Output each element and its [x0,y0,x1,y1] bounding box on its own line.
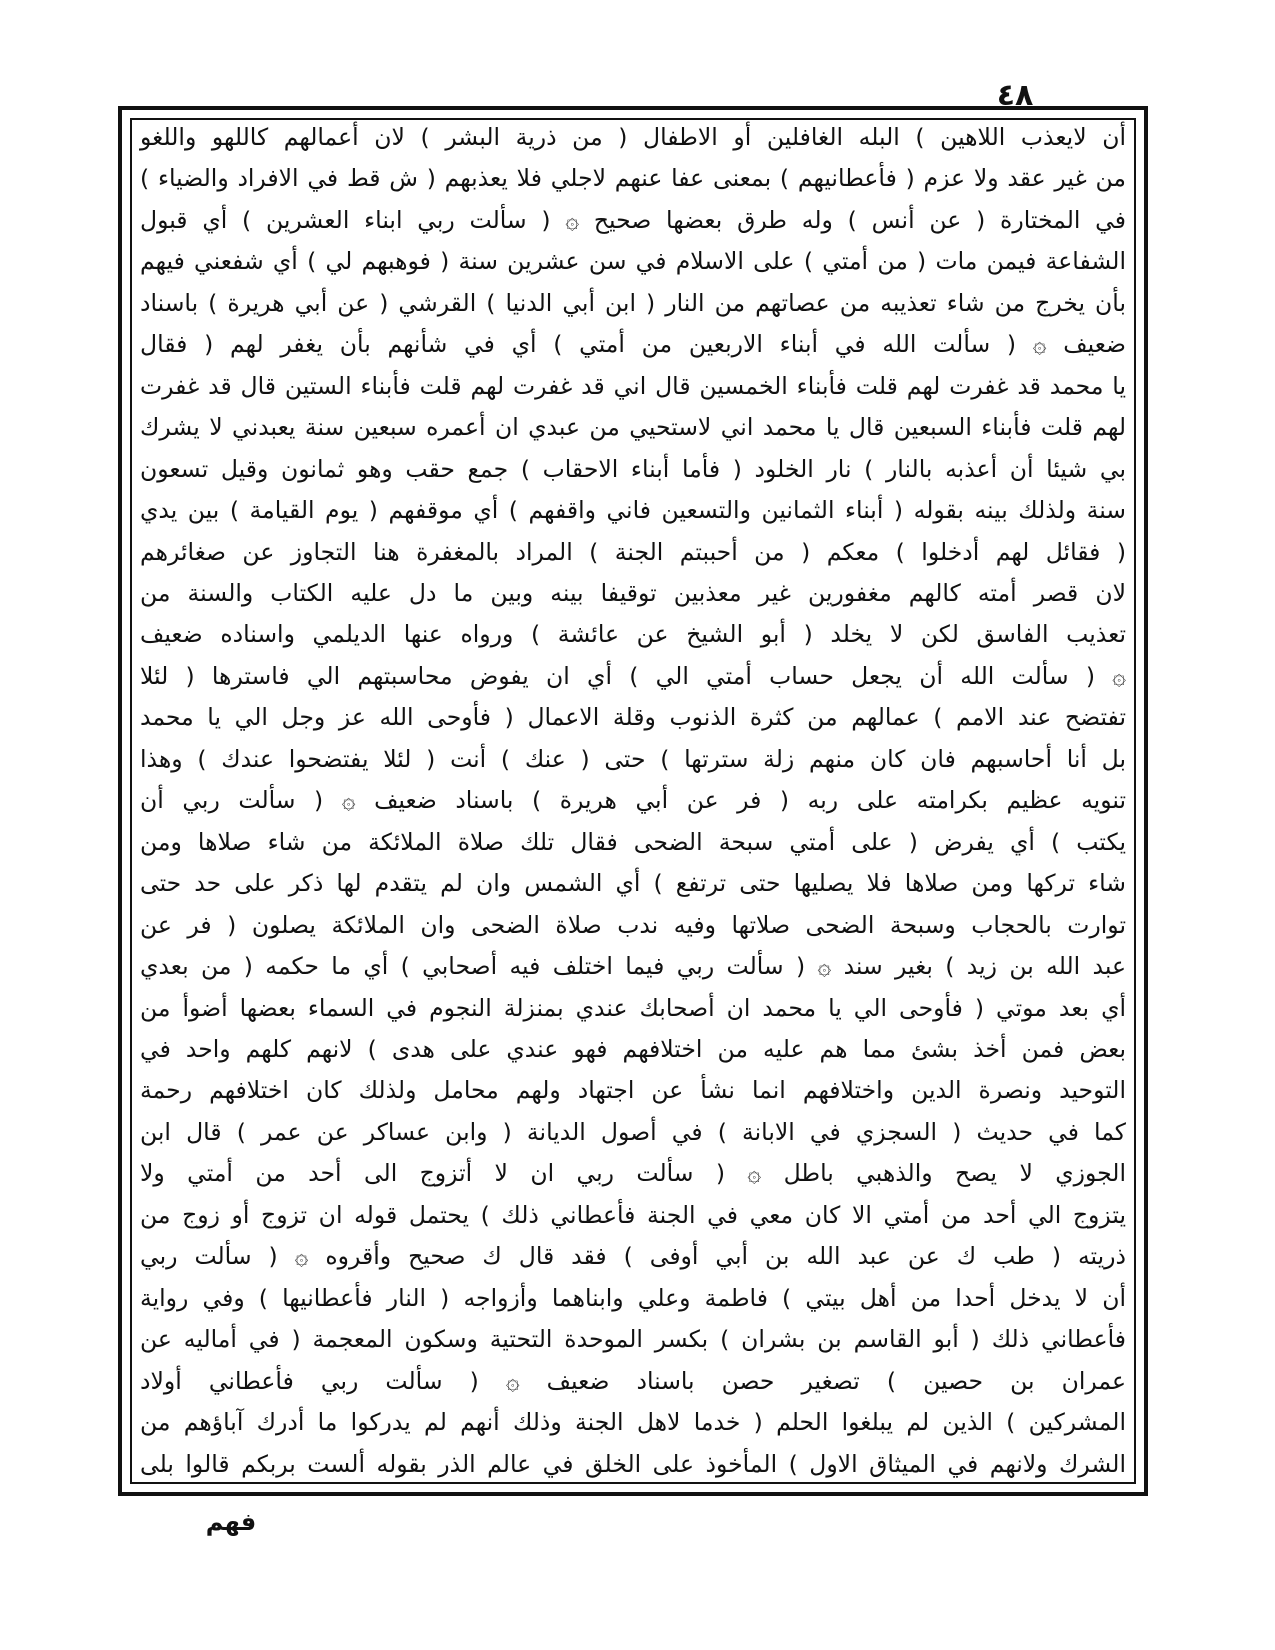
text-line: عمران بن حصين ) تصغير حصن باسناد ضعيف ۞ ( سألت ربي فأعطاني أولاد [140,1366,1126,1395]
text-line: فأعطاني ذلك ( أبو القاسم بن بشران ) بكسر الموحدة التحتية وسكون المعجمة ( في أماليه عن [140,1325,1126,1354]
text-line: الشفاعة فيمن مات ( من أمتي ) على الاسلام في سن عشرين سنة ( فوهبهم لي ) أي شفعني فيهم [140,247,1126,276]
page-number: ٤٨ [996,78,1034,113]
text-line: أي بعد موتي ( فأوحى الي يا محمد ان أصحابك عندي بمنزلة النجوم في السماء بعضها أضوأ من [140,993,1126,1022]
text-line: أن لايعذب اللاهين ) البله الغافلين أو الاطفال ( من ذرية البشر ) لان أعمالهم كاللهو واللغو [140,123,1126,151]
text-line: لان قصر أمته كالهم مغفورين غير معذبين توقيفا بينه وبين ما دل عليه الكتاب والسنة من [140,578,1126,607]
text-line: أن لا يدخل أحدا من أهل بيتي ) فاطمة وعلي وابناهما وأزواجه ( النار فأعطانيها ) وفي رواية [140,1283,1126,1312]
text-line: تفتضح عند الامم ) عمالهم من كثرة الذنوب وقلة الاعمال ( فأوحى الله عز وجل الي يا محمد [140,703,1126,732]
text-line: شاء تركها ومن صلاها فلا يصليها حتى ترتفع ) أي الشمس وان لم يتقدم لها ذكر على حد حتى [140,869,1126,898]
text-line: ذريته ( طب ك عن عبد الله بن أبي أوفى ) فقد قال ك صحيح وأقروه ۞ ( سألت ربي [140,1242,1126,1271]
text-line: يكتب ) أي يفرض ( على أمتي سبحة الضحى فقال تلك صلاة الملائكة من شاء صلاها ومن [140,827,1126,856]
text-line: ( فقائل لهم أدخلوا ) معكم ( من أحببتم الجنة ) المراد بالمغفرة هنا التجاوز عن صغائرهم [140,537,1126,566]
catchword: فهم [205,1508,257,1536]
text-line: ۞ ( سألت الله أن يجعل حساب أمتي الي ) أي ان يفوض محاسبتهم الي فاسترها ( لئلا [140,661,1126,690]
text-line: تعذيب الفاسق لكن لا يخلد ( أبو الشيخ عن عائشة ) ورواه عنها الديلمي واسناده ضعيف [140,620,1126,649]
text-line: في المختارة ( عن أنس ) وله طرق بعضها صحيح ۞ ( سألت ربي ابناء العشرين ) أي قبول [140,205,1126,234]
text-line: بعض فمن أخذ بشئ مما هم عليه من اختلافهم فهو عندي على هدى ) لانهم كلهم واحد في [140,1034,1126,1063]
text-line: ضعيف ۞ ( سألت الله في أبناء الاربعين من أمتي ) أي في شأنهم بأن يغفر لهم ( فقال [140,330,1126,359]
text-line: بل أنا أحاسبهم فان كان منهم زلة سترتها ) حتى ( عنك ) أنت ( لئلا يفتضحوا عندك ) وهذا [140,744,1126,773]
text-line: التوحيد ونصرة الدين واختلافهم انما نشأ عن اجتهاد ولهم محامل ولذلك كان اختلافهم رحمة [140,1076,1126,1105]
text-line: الجوزي لا يصح والذهبي باطل ۞ ( سألت ربي ان لا أتزوج الى أحد من أمتي ولا [140,1159,1126,1188]
text-line: كما في حديث ( السجزي في الابانة ) في أصول الديانة ( وابن عساكر عن عمر ) قال ابن [140,1117,1126,1146]
text-line: تنويه عظيم بكرامته على ربه ( فر عن أبي هريرة ) باسناد ضعيف ۞ ( سألت ربي أن [140,786,1126,815]
text-line: الشرك ولانهم في الميثاق الاول ) المأخوذ على الخلق في عالم الذر بقوله ألست بربكم قالوا بلى [140,1449,1126,1478]
text-line: يا محمد قد غفرت لهم قلت فأبناء الخمسين قال اني قد غفرت لهم قلت فأبناء الستين قال قد غفرت [140,371,1126,400]
text-line: عبد الله بن زيد ) بغير سند ۞ ( سألت ربي فيما اختلف فيه أصحابي ) أي ما حكمه ( من بعدي [140,952,1126,981]
text-line: المشركين ) الذين لم يبلغوا الحلم ( خدما لاهل الجنة وذلك أنهم لم يدركوا ما أدرك آباؤهم من [140,1408,1126,1437]
text-line: من غير عقد ولا عزم ( فأعطانيهم ) بمعنى عفا عنهم لاجلي فلا يعذبهم ( ش قط في الافراد والضياء ) [140,164,1126,193]
text-line: بأن يخرج من شاء تعذيبه من عصاتهم من النار ( ابن أبي الدنيا ) القرشي ( عن أبي هريرة ) باسناد [140,288,1126,317]
text-line: سنة ولذلك بينه بقوله ( أبناء الثمانين والتسعين فاني واقفهم ) أي موقفهم ( يوم القيامة ) بين يدي [140,496,1126,525]
text-line: لهم قلت فأبناء السبعين قال يا محمد اني لاستحيي من عبدي ان أعمره سبعين سنة يعبدني لا يشرك [140,413,1126,442]
page-text [140,123,1126,1478]
text-line: بي شيئا أن أعذبه بالنار ) نار الخلود ( فأما أبناء الاحقاب ) جمع حقب وهو ثمانون وقيل تسعون [140,454,1126,483]
text-line: توارت بالحجاب وسبحة الضحى صلاتها وفيه ندب صلاة الضحى وان الملائكة يصلون ( فر عن [140,910,1126,939]
text-line: يتزوج الي أحد من أمتي الا كان معي في الجنة فأعطاني ذلك ) يحتمل قوله ان تزوج أو زوج من [140,1200,1126,1229]
